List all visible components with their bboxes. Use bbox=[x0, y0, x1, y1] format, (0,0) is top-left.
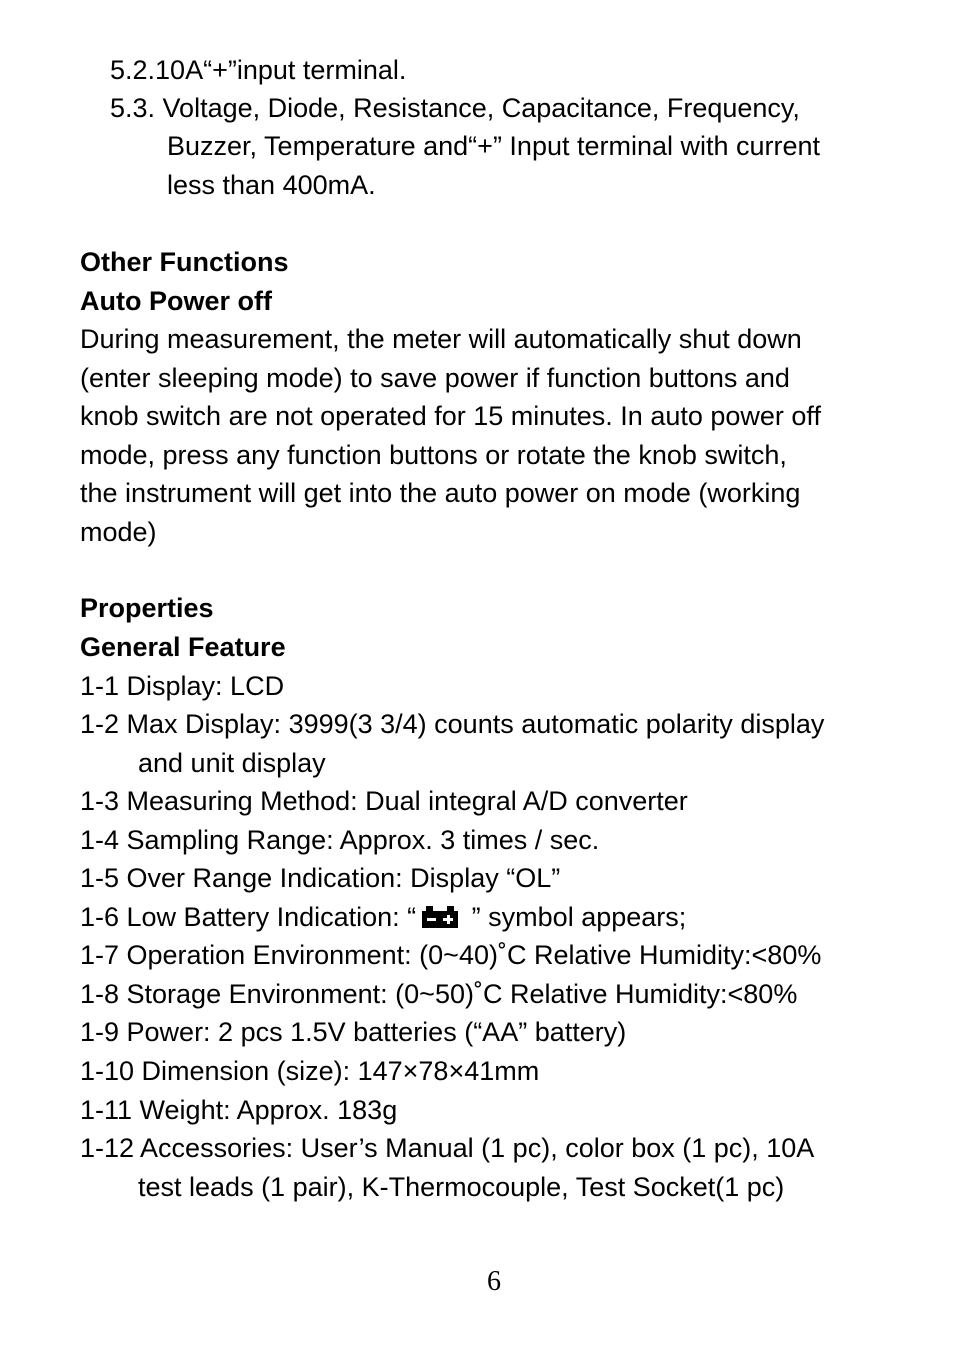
feature-item-1-12: 1-12 Accessories: User’s Manual (1 pc), color box (1 pc), 10A bbox=[80, 1133, 815, 1163]
auto-power-off-text-5: the instrument will get into the auto power on mode (working bbox=[80, 478, 801, 508]
feature-item-1-12-cont: test leads (1 pair), K-Thermocouple, Test Socket(1 pc) bbox=[138, 1172, 785, 1202]
feature-item-1-1: 1-1 Display: LCD bbox=[80, 671, 285, 701]
feature-item-1-6-text-start: 1-6 Low Battery Indication: “ bbox=[80, 902, 417, 932]
auto-power-off-text-4: mode, press any function buttons or rotate the knob switch, bbox=[80, 440, 787, 470]
battery-icon bbox=[422, 906, 458, 928]
auto-power-off-text-1: During measurement, the meter will automatically shut down bbox=[80, 324, 802, 354]
auto-power-off-text-3: knob switch are not operated for 15 minutes. In auto power off bbox=[80, 401, 821, 431]
spec-line-5-3: 5.3. Voltage, Diode, Resistance, Capacitance, Frequency, bbox=[110, 93, 800, 123]
feature-item-1-6-text-end: ” symbol appears; bbox=[464, 902, 687, 932]
properties-heading: Properties bbox=[80, 593, 214, 623]
feature-item-1-2-cont: and unit display bbox=[138, 748, 326, 778]
auto-power-off-text-6: mode) bbox=[80, 517, 157, 547]
spec-line-5-2: 5.2.10A“+”input terminal. bbox=[110, 55, 407, 85]
feature-item-1-2: 1-2 Max Display: 3999(3 3/4) counts automatic polarity display bbox=[80, 709, 825, 739]
other-functions-heading: Other Functions bbox=[80, 247, 289, 277]
spec-line-5-3-cont1: Buzzer, Temperature and“+” Input terminal with current bbox=[167, 131, 821, 161]
feature-item-1-9: 1-9 Power: 2 pcs 1.5V batteries (“AA” battery) bbox=[80, 1017, 627, 1047]
feature-item-1-3: 1-3 Measuring Method: Dual integral A/D converter bbox=[80, 786, 688, 816]
feature-item-1-8: 1-8 Storage Environment: (0~50)˚C Relative Humidity:<80% bbox=[80, 979, 798, 1009]
feature-item-1-6 bbox=[80, 901, 686, 933]
feature-item-1-5: 1-5 Over Range Indication: Display “OL” bbox=[80, 863, 561, 893]
auto-power-off-heading: Auto Power off bbox=[80, 286, 272, 316]
feature-item-1-7: 1-7 Operation Environment: (0~40)˚C Relative Humidity:<80% bbox=[80, 940, 822, 970]
spec-line-5-3-cont2: less than 400mA. bbox=[167, 170, 376, 200]
page-number: 6 bbox=[487, 1266, 501, 1297]
feature-item-1-4: 1-4 Sampling Range: Approx. 3 times / sec. bbox=[80, 825, 600, 855]
auto-power-off-text-2: (enter sleeping mode) to save power if function buttons and bbox=[80, 363, 790, 393]
feature-item-1-10: 1-10 Dimension (size): 147×78×41mm bbox=[80, 1056, 540, 1086]
feature-item-1-11: 1-11 Weight: Approx. 183g bbox=[80, 1095, 398, 1125]
general-feature-heading: General Feature bbox=[80, 632, 286, 662]
